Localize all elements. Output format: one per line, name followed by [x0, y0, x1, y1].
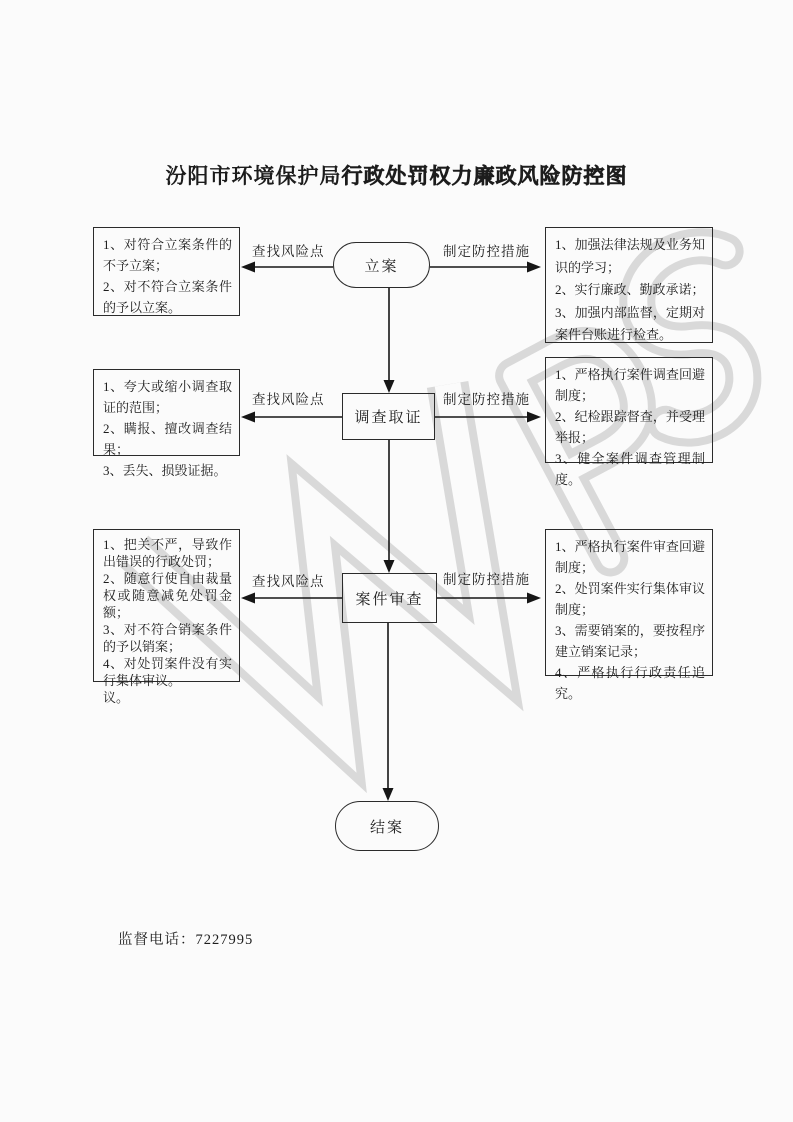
text-line: 3、对不符合销案条件的予以销案；	[103, 622, 232, 654]
node-investigation: 调查取证	[342, 393, 435, 440]
arrowhead-down-1	[384, 380, 395, 393]
edge-label-make-measures-1: 制定防控措施	[443, 244, 530, 259]
page-title-emphasis: 行政处罚权力廉政风险防控图	[341, 164, 628, 188]
text-line: 2、纪检跟踪督查，并受理举报；	[555, 409, 705, 445]
text-line: 4、严格执行行政责任追究。	[555, 665, 705, 701]
text-line: 1、把关不严，导致作出错误的行政处罚；	[103, 537, 232, 569]
flow-arrows	[241, 262, 541, 802]
text-line: 2、实行廉政、勤政承诺；	[555, 282, 705, 297]
text-line: 2、随意行使自由裁量权或随意减免处罚金额；	[103, 571, 232, 620]
text-line: 2、瞒报、擅改调查结果；	[103, 421, 232, 457]
edge-label-find-risk-1: 查找风险点	[252, 244, 325, 259]
edge-label-find-risk-2: 查找风险点	[252, 392, 325, 407]
arrowhead-left-2	[241, 412, 255, 423]
edge-label-make-measures-3: 制定防控措施	[443, 572, 530, 587]
edge-label-make-measures-2: 制定防控措施	[443, 392, 530, 407]
node-case-closing: 结案	[335, 801, 439, 851]
arrowhead-right-3	[527, 593, 541, 604]
text-line: 3、需要销案的，要按程序建立销案记录；	[555, 623, 705, 659]
text-line: 3、加强内部监督，定期对案件台账进行检查。	[555, 304, 705, 342]
text-line: 3、健全案件调查管理制度。	[555, 451, 705, 487]
node-case-review: 案件审查	[342, 573, 437, 623]
risk-box-case-filing	[93, 227, 240, 316]
supervision-phone-label: 监督电话：	[118, 932, 196, 948]
text-line: 1、对符合立案条件的不予立案；	[103, 237, 232, 273]
text-line: 议。	[103, 690, 130, 705]
supervision-phone-number: 7227995	[195, 932, 254, 948]
text-line: 2、处罚案件实行集体审议制度；	[555, 581, 705, 617]
text-line: 1、严格执行案件调查回避制度；	[555, 367, 705, 403]
arrowhead-down-3	[383, 788, 394, 801]
arrowhead-left-3	[241, 593, 255, 604]
text-line: 1、严格执行案件审查回避制度；	[555, 539, 705, 575]
page-title	[0, 160, 793, 190]
edge-label-find-risk-3: 查找风险点	[252, 574, 325, 589]
node-case-filing: 立案	[333, 242, 430, 288]
page-title-prefix: 汾阳市环境保护局	[165, 164, 342, 188]
measure-box-case-filing	[545, 227, 713, 343]
supervision-phone	[118, 928, 253, 949]
risk-box-case-review	[93, 529, 240, 705]
text-line: 2、对不符合立案条件的予以立案。	[103, 279, 232, 315]
risk-box-investigation	[93, 369, 240, 478]
text-line: 1、夸大或缩小调查取证的范围；	[103, 379, 232, 415]
text-line: 3、丢失、损毁证据。	[103, 463, 227, 478]
text-line: 4、对处罚案件没有实行集体审议。	[103, 656, 232, 688]
arrowhead-right-1	[527, 262, 541, 273]
arrowhead-left-1	[241, 262, 255, 273]
text-line: 1、加强法律法规及业务知识的学习；	[555, 237, 705, 275]
measure-box-case-review	[545, 529, 713, 701]
measure-box-investigation	[545, 357, 713, 487]
